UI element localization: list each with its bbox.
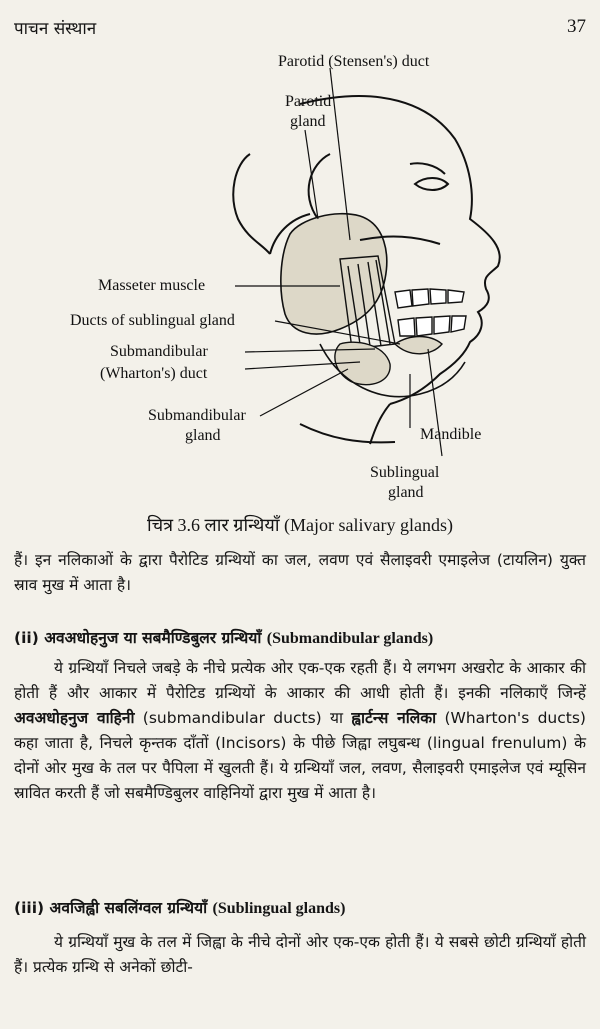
label-mandible: Mandible	[420, 426, 482, 443]
heading-submandibular-hindi: (ii) अवअधोहनुज या सबमैण्डिबुलर ग्रन्थियाँ	[14, 629, 262, 647]
figure-caption: चित्र 3.6 लार ग्रन्थियाँ (Major salivary glands)	[147, 515, 453, 535]
label-parotid-duct: Parotid (Stensen's) duct	[278, 53, 430, 70]
running-head: पाचन संस्थान	[14, 19, 97, 39]
label-ducts-sublingual: Ducts of sublingual gland	[70, 312, 235, 329]
heading-submandibular	[14, 626, 586, 648]
paragraph-submandibular-part3: (Wharton's ducts) कहा जाता है, निचले कृन्तक दाँतों (Incisors) के पीछे जिह्वा लघुबन्ध (lingual frenulum) के दोनों ओर मुख के तल पर पैपिला में खुलती हैं। ये ग्रन्थियाँ जल, लवण, सैलाइवरी एमाइलेज एवं म्यूसिन स्रावित करती हैं जो सबमैण्डिबुलर वाहिनियों द्वारा मुख में आता है।	[14, 709, 586, 802]
label-sublingual-gland-line1: Sublingual	[370, 464, 440, 481]
term-avadhohanuj-vahini: अवअधोहनुज वाहिनी	[14, 709, 135, 727]
parotid-gland-shape	[281, 214, 387, 334]
label-submandibular-duct-line2: (Wharton's) duct	[100, 365, 208, 382]
teeth-shape	[395, 289, 466, 336]
heading-sublingual	[14, 896, 586, 918]
paragraph-submandibular-part1: ये ग्रन्थियाँ निचले जबड़े के नीचे प्रत्येक ओर एक-एक रहती हैं। ये लगभग अखरोट के आकार की होती हैं और आकार में पैरोटिड ग्रन्थियों के आकार की आधी होती हैं। इनकी नलिकाएँ जिन्हें	[14, 659, 586, 702]
term-whartons-nalika: ह्वार्टन्स नलिका	[351, 709, 437, 727]
page-header	[14, 16, 586, 46]
paragraph-submandibular	[14, 656, 586, 806]
label-sublingual-gland-line2: gland	[388, 484, 424, 501]
label-submandibular-gland-line2: gland	[185, 427, 221, 444]
label-submandibular-gland-line1: Submandibular	[148, 407, 246, 424]
label-parotid-gland-line2: gland	[290, 113, 326, 130]
paragraph-parotid-secretion: हैं। इन नलिकाओं के द्वारा पैरोटिड ग्रन्थियों का जल, लवण एवं सैलाइवरी एमाइलेज (टायलिन) युक्त स्राव मुख में आता है।	[14, 551, 586, 594]
page-number: 37	[567, 16, 586, 37]
label-submandibular-duct-line1: Submandibular	[110, 343, 208, 360]
heading-submandibular-english: (Submandibular glands)	[266, 630, 434, 647]
heading-sublingual-english: (Sublingual glands)	[212, 900, 346, 917]
paragraph-sublingual: ये ग्रन्थियाँ मुख के तल में जिह्वा के नीचे दोनों ओर एक-एक होती हैं। ये सबसे छोटी ग्रन्थियाँ होती हैं। प्रत्येक ग्रन्थि से अनेकों छोटी-	[14, 933, 586, 976]
salivary-glands-figure	[0, 44, 600, 514]
heading-sublingual-hindi: (iii) अवजिह्वी सबलिंग्वल ग्रन्थियाँ	[14, 899, 208, 917]
paragraph-submandibular-part2: (submandibular ducts) या	[142, 709, 344, 727]
sublingual-gland-shape	[395, 337, 442, 354]
label-parotid-gland-line1: Parotid	[285, 93, 332, 110]
label-masseter-muscle: Masseter muscle	[98, 277, 206, 294]
salivary-glands-illustration	[0, 44, 600, 514]
